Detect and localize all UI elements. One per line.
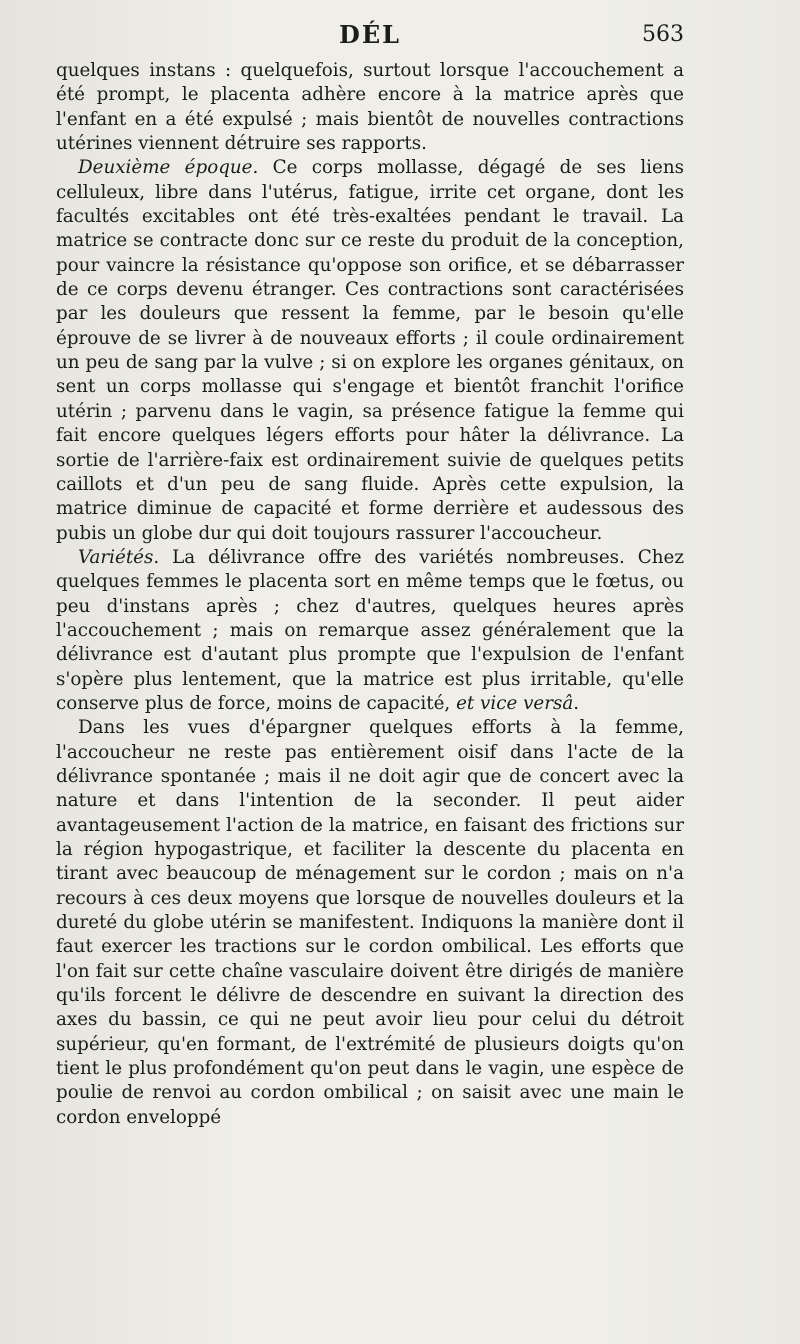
paragraph-continuation <box>56 59 684 156</box>
page-number: 563 <box>642 22 684 47</box>
paragraph-varieties <box>56 546 684 716</box>
body-text <box>56 59 684 1130</box>
paragraph-end: . <box>573 692 580 714</box>
paragraph-text: La délivrance offre des variétés nombreuses. Chez quelques femmes le placenta sort en même temps que le fœtus, ou peu d'instans après ; chez d'autres, quelques heures après l'accouchement ; mais on remarque assez généralement que la délivrance est d'autant plus prompte que l'expulsion de l'enfant s'opère plus lentement, que la matrice est plus irritable, qu'elle conserve plus de force, moins de capacité, <box>56 546 684 714</box>
paragraph-text: quelques instans : quelquefois, surtout lorsque l'accouchement a été prompt, le placenta adhère encore à la matrice après que l'enfant en a été expulsé ; mais bientôt de nouvelles contractions utérines viennent détruire ses rapports. <box>56 60 684 155</box>
section-lead: Deuxième époque. <box>78 157 259 179</box>
paragraph-text: Dans les vues d'épargner quelques efforts à la femme, l'accoucheur ne reste pas entièrement oisif dans l'acte de la délivrance spontanée ; mais il ne doit agir que de concert avec la nature et dans l'intention de la seconder. Il peut aider avantageusement l'action de la matrice, en faisant des frictions sur la région hypogastrique, et faciliter la descente du placenta en tirant avec beaucoup de ménagement sur le cordon ; mais on n'a recours à ces deux moyens que lorsque de nouvelles douleurs et la dureté du globe utérin se manifestent. Indiquons la manière dont il faut exercer les tractions sur le cordon ombilical. Les efforts que l'on fait sur cette chaîne vasculaire doivent être dirigés de manière qu'ils forcent le délivre de descendre en suivant la direction des axes du bassin, ce qui ne peut avoir lieu pour celui du détroit supérieur, qu'en formant, de l'extrémité de plusieurs doigts qu'on tient le plus profondément qu'on peut dans le vagin, une espèce de poulie de renvoi au cordon ombilical ; on saisit avec une main le cordon enveloppé <box>56 717 684 1128</box>
section-lead: Variétés. <box>78 546 160 568</box>
page-header <box>56 20 684 56</box>
paragraph-assistance <box>56 716 684 1130</box>
paragraph-second-epoch <box>56 156 684 546</box>
paragraph-text: Ce corps mollasse, dégagé de ses liens celluleux, libre dans l'utérus, fatigue, irrite cet organe, dont les facultés excitables ont été très-exaltées pendant le travail. La matrice se contracte donc sur ce reste du produit de la conception, pour vaincre la résistance qu'oppose son orifice, et se débarrasser de ce corps devenu étranger. Ces contractions sont caractérisées par les douleurs que ressent la femme, par le besoin qu'elle éprouve de se livrer à de nouveaux efforts ; il coule ordinairement un peu de sang par la vulve ; si on explore les organes génitaux, on sent un corps mollasse qui s'engage et bientôt franchit l'orifice utérin ; parvenu dans le vagin, sa présence fatigue la femme qui fait encore quelques légers efforts pour hâter la délivrance. La sortie de l'arrière-faix est ordinairement suivie de quelques petits caillots et d'un peu de sang fluide. Après cette expulsion, la matrice diminue de capacité et forme derrière et audessous des pubis un globe dur qui doit toujours rassurer l'accoucheur. <box>56 157 684 544</box>
italic-phrase: et vice versâ <box>456 692 574 714</box>
running-head: DÉL <box>339 20 401 49</box>
